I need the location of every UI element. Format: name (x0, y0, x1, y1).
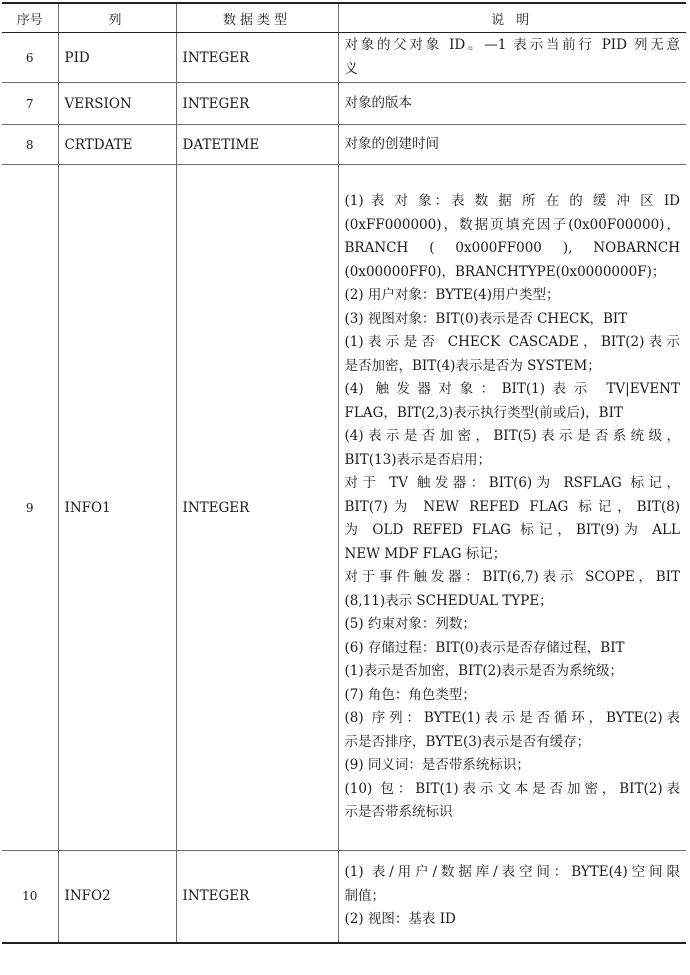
row-datatype-cell: DATETIME (176, 125, 338, 165)
header-seq: 序号 (2, 3, 58, 33)
description-line: 对于事件触发器：BIT(6,7)表示 SCOPE，BIT (344, 569, 680, 586)
table-row (2, 125, 686, 165)
description-line: (7) 角色：角色类型； (344, 686, 476, 703)
table-row (2, 33, 686, 83)
description-line: 对象的父对象 ID。—1 表示当前行 PID 列无意 (344, 37, 680, 53)
row-description-cell (338, 851, 686, 943)
row-datatype-cell: INTEGER (176, 83, 338, 125)
description-line: FLAG，BIT(2,3)表示执行类型(前或后)，BIT (344, 404, 623, 421)
row-seq-cell: 8 (2, 125, 58, 165)
header-datatype: 数据类型 (176, 3, 338, 33)
description-line: (1)表示是否加密，BIT(2)表示是否为系统级； (344, 663, 624, 680)
row-column-cell: CRTDATE (58, 125, 176, 165)
row-column-cell: VERSION (58, 83, 176, 125)
description-line: 义 (344, 60, 358, 77)
description-line: 对象的创建时间 (344, 135, 439, 152)
description-line: (4)表示是否加密，BIT(5)表示是否系统级， (344, 428, 680, 445)
description-line: (1) 表/用户/数据库/表空间：BYTE(4)空间限 (344, 864, 680, 880)
description-line: (9) 同义词：是否带系统标识； (344, 757, 530, 774)
table-row (2, 851, 686, 943)
description-line: 示是否排序，BYTE(3)表示是否有缓存； (344, 733, 591, 750)
row-datatype-cell: INTEGER (176, 33, 338, 83)
description-line: (2) 用户对象：BYTE(4)用户类型； (344, 287, 560, 304)
description-line: 对于 TV 触发器：BIT(6)为 RSFLAG 标记， (344, 475, 680, 492)
table-body (2, 33, 686, 943)
row-seq-cell: 10 (2, 851, 58, 943)
table-header-row (2, 3, 686, 33)
header-description: 说 明 (338, 3, 686, 33)
header-column: 列 (58, 3, 176, 33)
description-line: BIT(13)表示是否启用； (344, 451, 491, 468)
row-seq-cell: 9 (2, 165, 58, 851)
row-datatype-cell: INTEGER (176, 165, 338, 851)
description-line: BIT(7)为 NEW REFED FLAG 标记，BIT(8) (344, 498, 680, 515)
description-line: 为 OLD REFED FLAG 标记，BIT(9)为 ALL (344, 522, 680, 539)
description-line: (5) 约束对象：列数； (344, 616, 476, 633)
description-line: BRANCH ( 0x000FF000 ), NOBARNCH (344, 240, 680, 257)
description-line: 示是否带系统标识 (344, 804, 453, 821)
data-dictionary-table (2, 2, 686, 944)
description-line: (2) 视图：基表 ID (344, 911, 456, 927)
row-description-cell (338, 125, 686, 165)
description-line: NEW MDF FLAG 标记； (344, 545, 507, 562)
description-line: (3) 视图对象：BIT(0)表示是否 CHECK，BIT (344, 310, 628, 327)
row-seq-cell: 7 (2, 83, 58, 125)
row-column-cell: INFO1 (58, 165, 176, 851)
row-column-cell: PID (58, 33, 176, 83)
description-line: (10) 包：BIT(1)表示文本是否加密，BIT(2)表 (344, 780, 680, 797)
description-line: (1)表示是否 CHECK CASCADE，BIT(2)表示 (344, 334, 680, 351)
row-description-cell (338, 165, 686, 851)
row-description-cell (338, 83, 686, 125)
description-line: (6) 存储过程：BIT(0)表示是否存储过程，BIT (344, 639, 625, 656)
description-line: (0xFF000000)，数据页填充因子(0x00F00000)， (344, 216, 680, 233)
description-line: 制值； (344, 887, 385, 904)
description-line: (1) 表 对 象：表 数 据 所 在 的 缓 冲 区 ID (344, 193, 680, 210)
row-datatype-cell: INTEGER (176, 851, 338, 943)
description-line: (4) 触发器对象：BIT(1)表示 TV|EVENT (344, 381, 680, 398)
row-description-cell (338, 33, 686, 83)
row-seq-cell: 6 (2, 33, 58, 83)
description-line: 是否加密，BIT(4)表示是否为 SYSTEM； (344, 357, 601, 374)
description-line: (8) 序列：BYTE(1)表示是否循环，BYTE(2)表 (344, 710, 680, 727)
row-column-cell: INFO2 (58, 851, 176, 943)
table-row (2, 83, 686, 125)
description-line: (0x00000FF0)，BRANCHTYPE(0x0000000F)； (344, 263, 666, 280)
description-line: 对象的版本 (344, 94, 412, 111)
table-row (2, 165, 686, 851)
description-line: (8,11)表示 SCHEDUAL TYPE； (344, 592, 553, 609)
